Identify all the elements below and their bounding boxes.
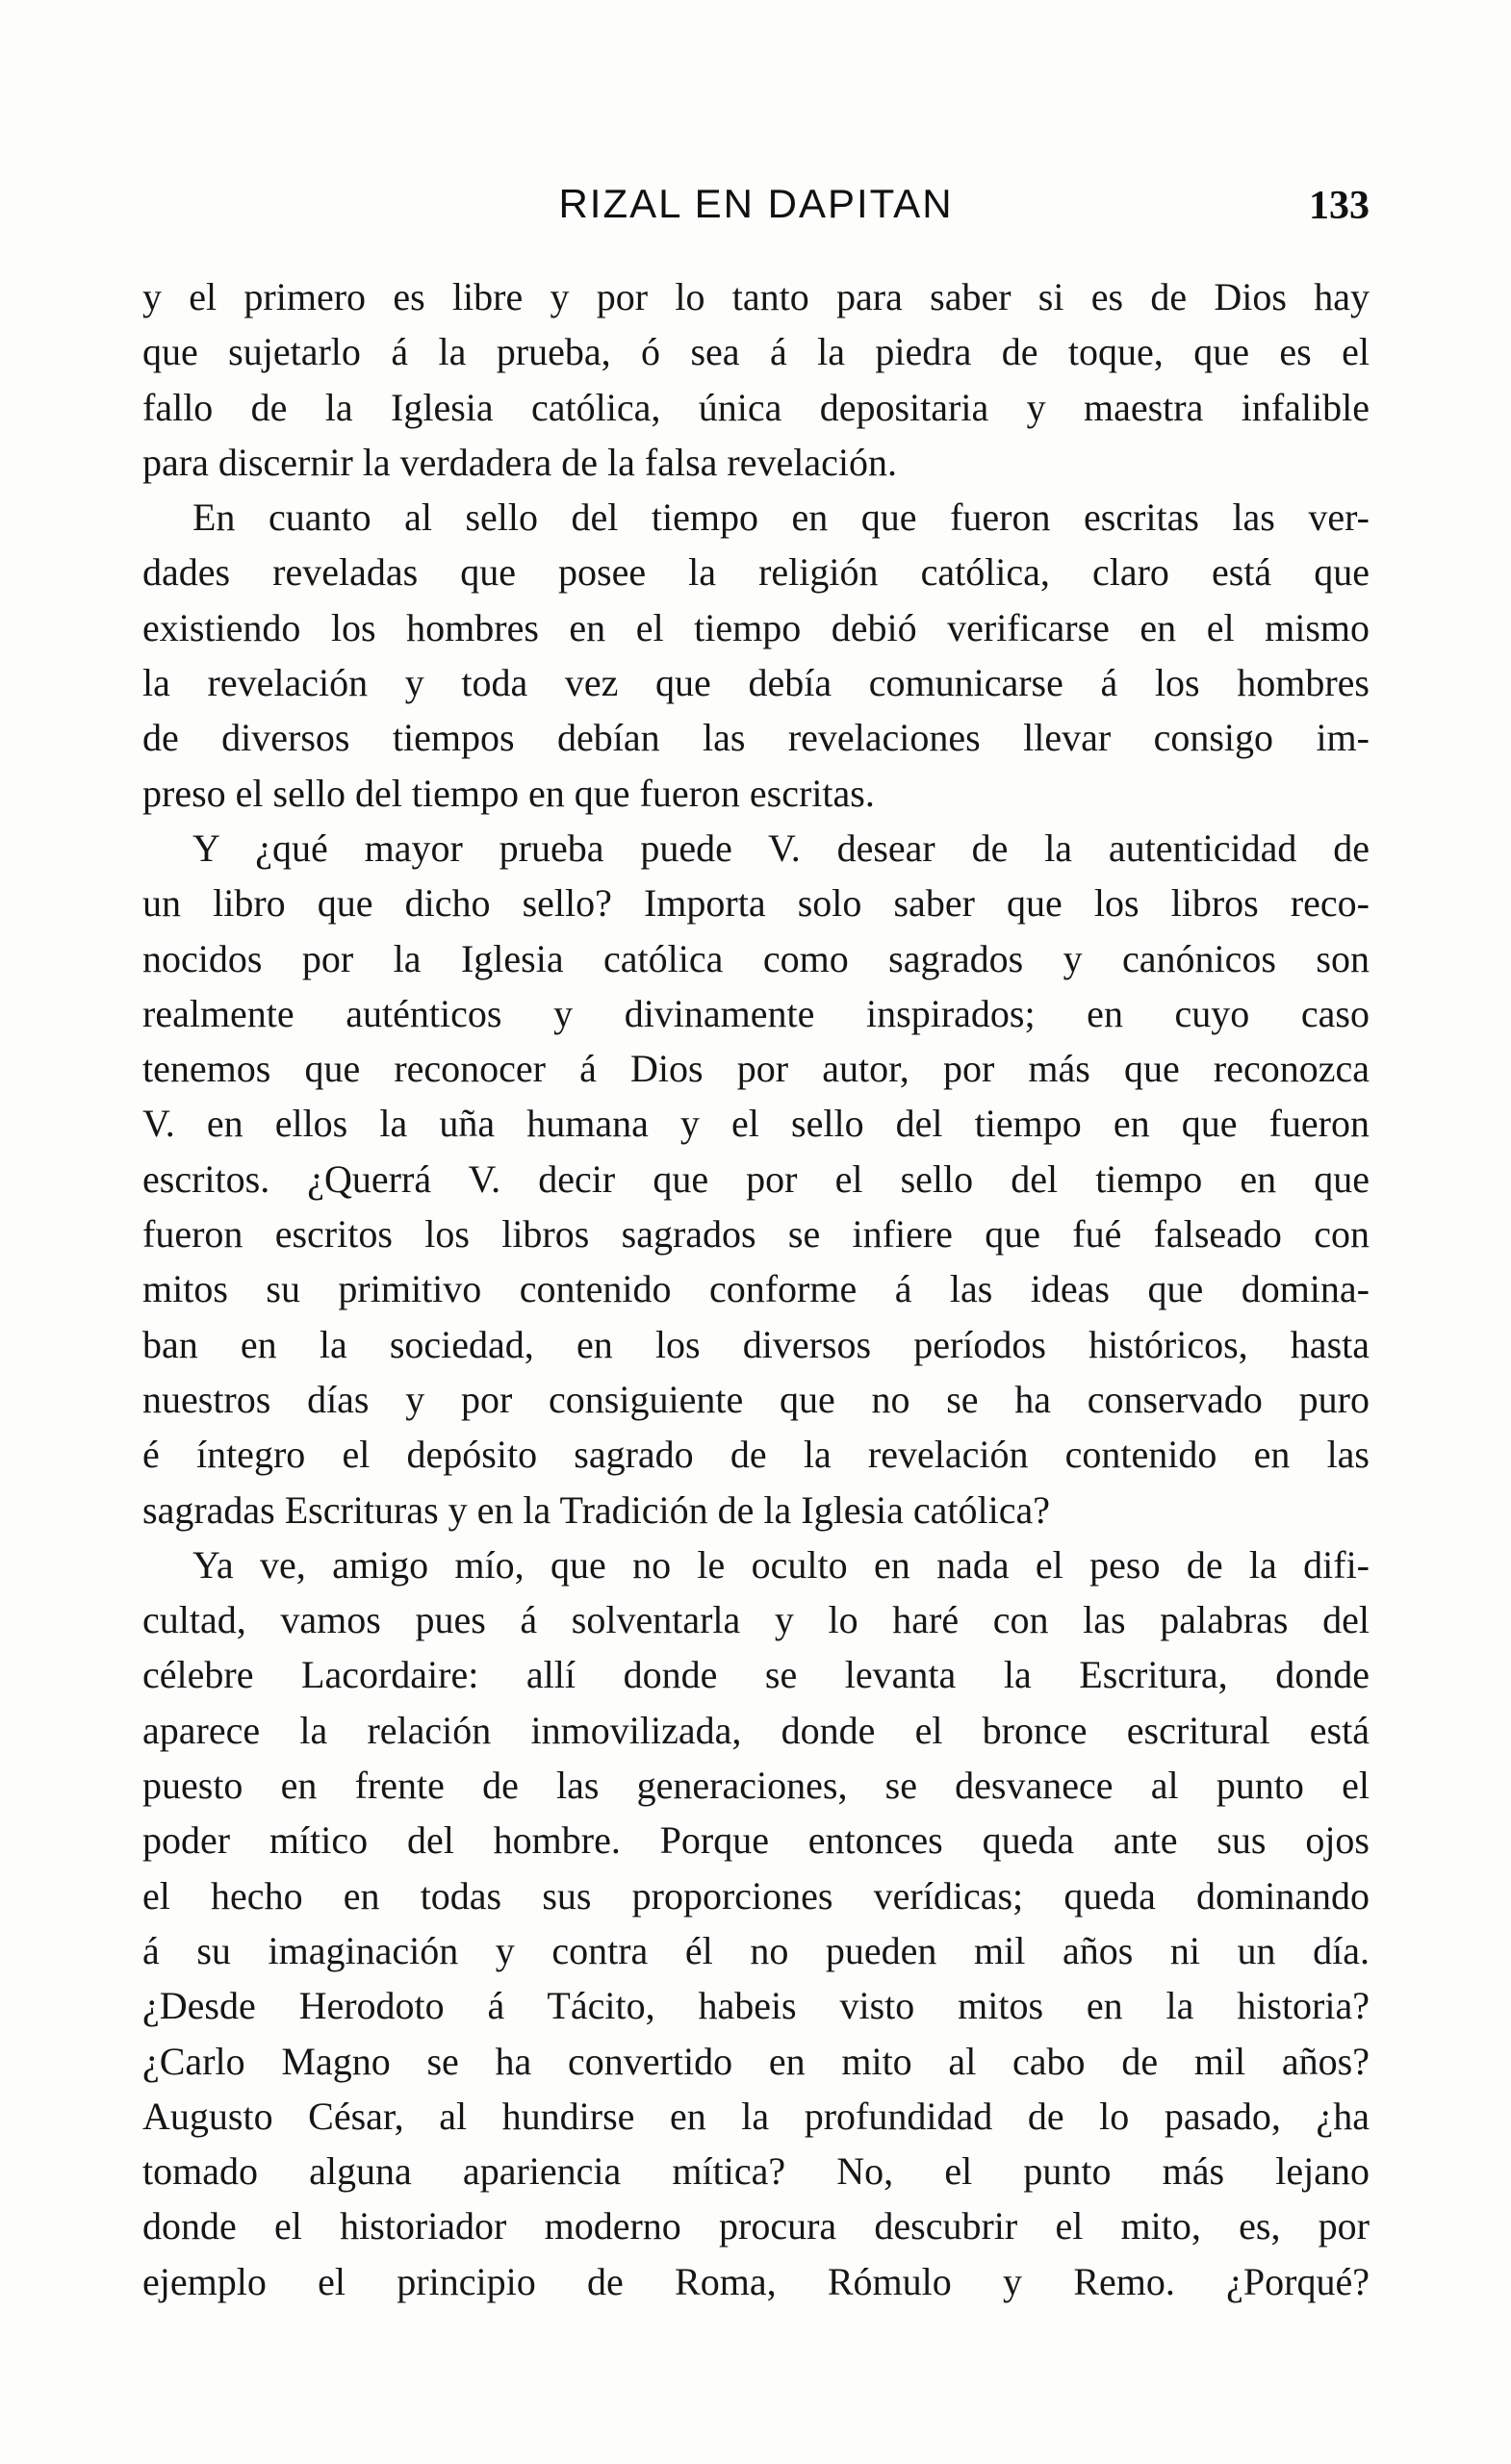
text-line: y el primero es libre y por lo tanto para saber si es de Dios hay (142, 275, 1370, 318)
text-line: mitos su primitivo contenido conforme á las ideas que domina- (142, 1267, 1370, 1311)
text-line: nuestros días y por consiguiente que no se ha conservado puro (142, 1377, 1370, 1421)
text-line: En cuanto al sello del tiempo en que fueron escritas las ver- (192, 495, 1370, 540)
text-line: Augusto César, al hundirse en la profundidad de lo pasado, ¿ha (142, 2094, 1370, 2138)
text-line: para discernir la verdadera de la falsa revelación. (142, 440, 897, 484)
text-line: el hecho en todas sus proporciones verídicas; queda dominando (142, 1873, 1370, 1918)
text-line: nocidos por la Iglesia católica como sagrados y canónicos son (142, 936, 1370, 980)
text-line: realmente auténticos y divinamente inspirados; en cuyo caso (142, 991, 1370, 1035)
text-line: escritos. ¿Querrá V. decir que por el sello del tiempo en que (142, 1156, 1370, 1201)
text-line: fueron escritos los libros sagrados se infiere que fué falseado con (142, 1212, 1370, 1257)
text-line: ejemplo el principio de Roma, Rómulo y Remo. ¿Porqué? (142, 2259, 1370, 2303)
text-line: existiendo los hombres en el tiempo debió verificarse en el mismo (142, 605, 1370, 649)
text-line: puesto en frente de las generaciones, se desvanece al punto el (142, 1764, 1370, 1808)
text-line: tomado alguna apariencia mítica? No, el punto más lejano (142, 2149, 1370, 2194)
running-header (142, 181, 1370, 239)
text-line: V. en ellos la uña humana y el sello del tiempo en que fueron (142, 1102, 1370, 1146)
text-line: dades reveladas que posee la religión católica, claro está que (142, 550, 1370, 595)
text-line: ¿Carlo Magno se ha convertido en mito al cabo de mil años? (142, 2039, 1370, 2083)
paragraph-2 (142, 490, 1370, 821)
text-line: é íntegro el depósito sagrado de la revelación contenido en las (142, 1433, 1370, 1477)
text-line: un libro que dicho sello? Importa solo saber que los libros reco- (142, 881, 1370, 926)
text-line: ban en la sociedad, en los diversos períodos históricos, hasta (142, 1322, 1370, 1366)
text-line: que sujetarlo á la prueba, ó sea á la piedra de toque, que es el (142, 330, 1370, 374)
body-text (142, 269, 1370, 2309)
text-line: de diversos tiempos debían las revelaciones llevar consigo im- (142, 716, 1370, 760)
text-line: donde el historiador moderno procura descubrir el mito, es, por (142, 2204, 1370, 2248)
page-number: 133 (1309, 184, 1370, 228)
text-line: célebre Lacordaire: allí donde se levanta la Escritura, donde (142, 1653, 1370, 1697)
text-line: preso el sello del tiempo en que fueron escritas. (142, 771, 875, 815)
text-line: Ya ve, amigo mío, que no le oculto en nada el peso de la difi- (192, 1542, 1370, 1587)
text-line: aparece la relación inmovilizada, donde el bronce escritural está (142, 1708, 1370, 1752)
running-title: RIZAL EN DAPITAN (558, 181, 954, 226)
text-line: á su imaginación y contra él no pueden mil años ni un día. (142, 1928, 1370, 1972)
paragraph-1 (142, 269, 1370, 490)
text-line: ¿Desde Herodoto á Tácito, habeis visto mitos en la historia? (142, 1984, 1370, 2028)
text-line: Y ¿qué mayor prueba puede V. desear de la autenticidad de (192, 826, 1370, 870)
paragraph-4 (142, 1537, 1370, 2309)
text-line: la revelación y toda vez que debía comunicarse á los hombres (142, 661, 1370, 705)
text-line: sagradas Escrituras y en la Tradición de la Iglesia católica? (142, 1487, 1050, 1532)
text-line: poder mítico del hombre. Porque entonces queda ante sus ojos (142, 1818, 1370, 1863)
paragraph-3 (142, 821, 1370, 1537)
text-line: tenemos que reconocer á Dios por autor, por más que reconozca (142, 1047, 1370, 1091)
text-line: cultad, vamos pues á solventarla y lo haré con las palabras del (142, 1598, 1370, 1642)
text-line: fallo de la Iglesia católica, única depositaria y maestra infalible (142, 385, 1370, 429)
